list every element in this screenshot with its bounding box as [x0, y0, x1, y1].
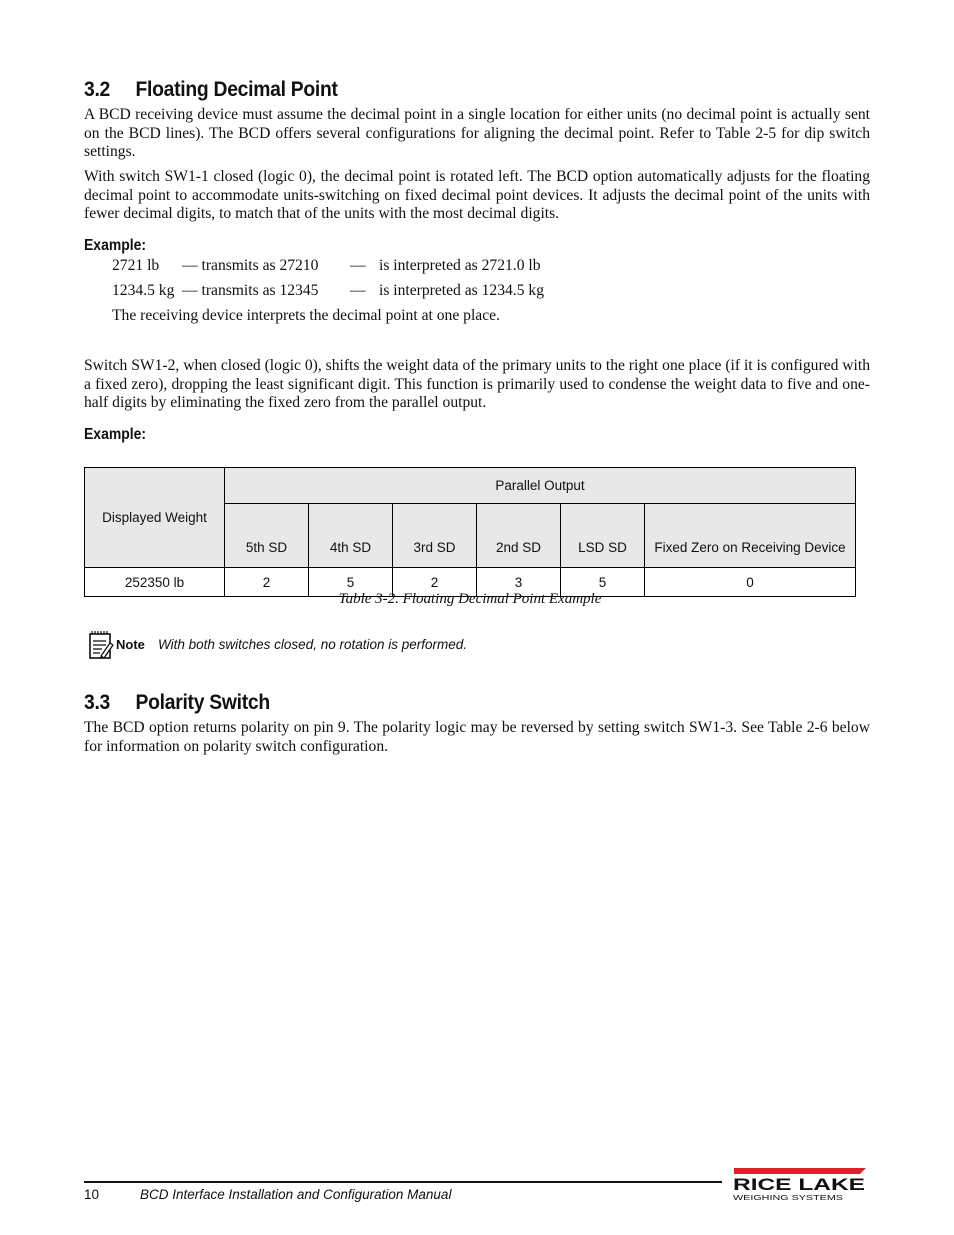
paragraph: A BCD receiving device must assume the decimal point in a single location for either units (no decimal point is actually sent on the BCD lines). The BCD offers several configurations for aligning the decimal point. Refer to Table 2-5 for dip switch settings.: [84, 106, 870, 161]
example-interpretation: is interpreted as 1234.5 kg: [379, 282, 544, 299]
table-cell: 2: [225, 568, 309, 597]
svg-text:RICE LAKE: RICE LAKE: [733, 1176, 865, 1194]
header-2nd-sd: 2nd SD: [477, 504, 561, 568]
example-dash: —: [350, 282, 366, 299]
table-cell: 5: [561, 568, 645, 597]
table-caption: Table 3-2. Floating Decimal Point Example: [338, 591, 602, 607]
rice-lake-logo: [730, 1166, 868, 1202]
example-label: Example:: [84, 426, 147, 443]
section-title: Polarity Switch: [135, 691, 270, 714]
notepad-pencil-icon: [88, 630, 114, 660]
section-3-3-heading: [84, 691, 270, 715]
section-title: Floating Decimal Point: [135, 78, 338, 101]
example-label: Example:: [84, 237, 147, 254]
example-note: The receiving device interprets the decimal point at one place.: [112, 307, 500, 324]
example-weight: 1234.5 kg: [112, 282, 175, 299]
paragraph: The BCD option returns polarity on pin 9. The polarity logic may be reversed by setting switch SW1-3. See Table 2-6 below for information on polarity switch configuration.: [84, 719, 870, 755]
table-cell: 5: [309, 568, 393, 597]
table-cell: 3: [477, 568, 561, 597]
footer-rule: [84, 1181, 722, 1183]
table-cell: 2: [393, 568, 477, 597]
paragraph: With switch SW1-1 closed (logic 0), the decimal point is rotated left. The BCD option automatically adjusts for the floating decimal point to accommodate units-switching on fixed decimal point devices. It adjusts the decimal point of the units with fewer decimal digits, to match that of the units with the most decimal digits.: [84, 168, 870, 223]
page-number: 10: [84, 1187, 100, 1202]
example-interpretation: is interpreted as 2721.0 lb: [379, 257, 541, 274]
example-transmit: — transmits as 27210: [182, 257, 319, 274]
section-3-2-heading: [84, 78, 338, 102]
example-line: [112, 257, 159, 275]
section-number: 3.2: [84, 78, 111, 101]
table-cell: 252350 lb: [85, 568, 225, 597]
header-fixed-zero: Fixed Zero on Receiving Device: [645, 504, 856, 568]
note-label: Note: [116, 637, 145, 652]
header-parallel-output: Parallel Output: [225, 468, 856, 504]
paragraph: Switch SW1-2, when closed (logic 0), shifts the weight data of the primary units to the right one place (if it is configured with a fixed zero), dropping the least significant digit. This function is primarily used to condense the weight data to five and one-half digits by eliminating the fixed zero from the parallel output.: [84, 357, 871, 412]
header-5th-sd: 5th SD: [225, 504, 309, 568]
header-3rd-sd: 3rd SD: [393, 504, 477, 568]
manual-title-rest: Interface Installation and Configuration Manual: [168, 1187, 452, 1202]
manual-title-prefix: BCD: [140, 1187, 169, 1202]
svg-text:WEIGHING SYSTEMS: WEIGHING SYSTEMS: [733, 1193, 843, 1202]
floating-decimal-table: [84, 467, 856, 597]
header-displayed-weight: Displayed Weight: [85, 468, 225, 568]
header-lsd-sd: LSD SD: [561, 504, 645, 568]
example-transmit: — transmits as 12345: [182, 282, 319, 299]
header-4th-sd: 4th SD: [309, 504, 393, 568]
section-number: 3.3: [84, 691, 111, 714]
note-text: With both switches closed, no rotation is performed.: [158, 637, 468, 652]
manual-title: [140, 1187, 451, 1202]
example-weight: 2721 lb: [112, 257, 160, 274]
table-cell: 0: [645, 568, 856, 597]
example-dash: —: [350, 257, 366, 274]
